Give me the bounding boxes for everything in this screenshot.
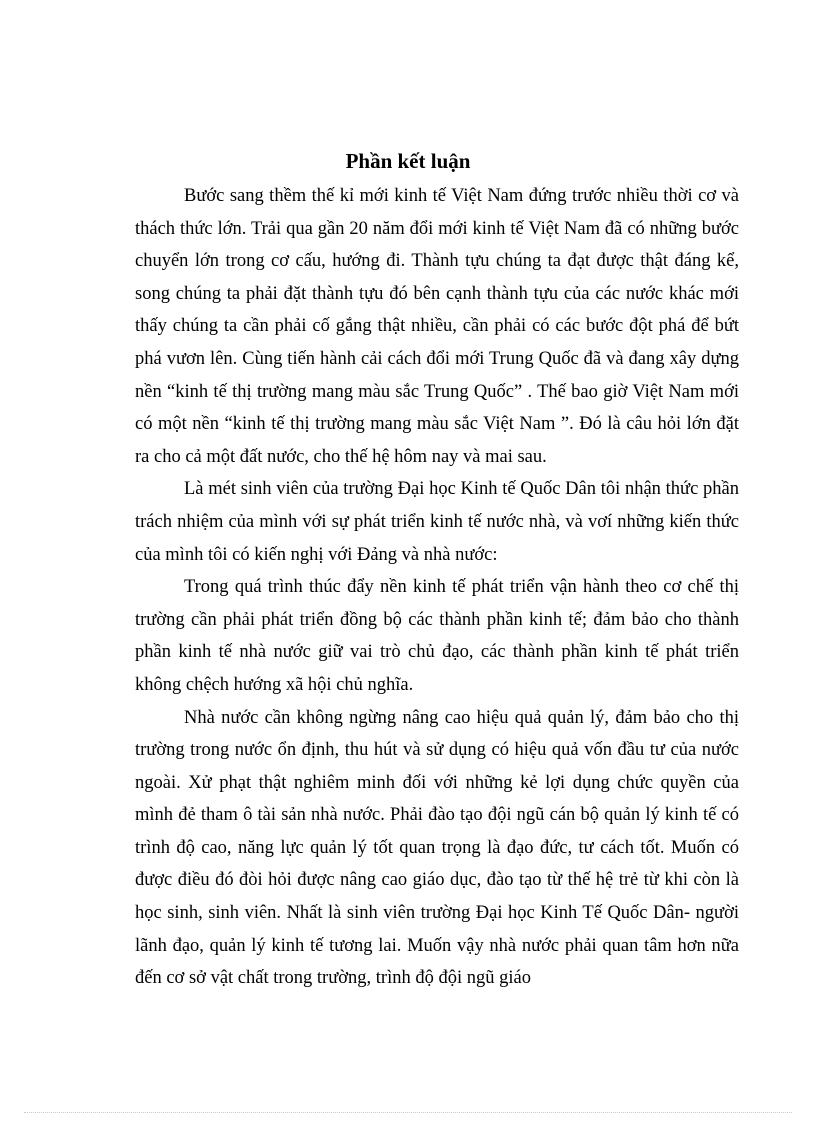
paragraph-economic-sectors: Trong quá trình thúc đẩy nền kinh tế phát triển vận hành theo cơ chế thị trường cần phải phát triển đồng bộ các thành phần kinh tế; đảm bảo cho thành phần kinh tế nhà nước giữ vai trò chủ đạo, các thành phần kinh tế phát triển không chệch hướng xã hội chủ nghĩa. — [135, 577, 739, 695]
paragraph-student-responsibility: Là mét sinh viên của trường Đại học Kinh tế Quốc Dân tôi nhận thức phần trách nhiệm của mình với sự phát triển kinh tế nước nhà, và vơí những kiến thức của mình tôi có kiến nghị với Đảng và nhà nước: — [135, 479, 739, 565]
document-body — [135, 180, 739, 995]
paragraph-intro: Bước sang thềm thế kỉ mới kinh tế Việt Nam đứng trước nhiều thời cơ và thách thức lớn. Trải qua gần 20 năm đổi mới kinh tế Việt Nam đã có những bước chuyển lớn trong cơ cấu, hướng đi. Thành tựu chúng ta đạt được thật đáng kể, song chúng ta phải đặt thành tựu đó bên cạnh thành tựu của các nước khác mới thấy chúng ta cần phải cố gắng thật nhiều, cần phải có các bước đột phá để bứt phá vươn lên. Cùng tiến hành cải cách đổi mới Trung Quốc đã và đang xây dựng nền “kinh tế thị trường mang màu sắc Trung Quốc” . Thế bao giờ Việt Nam mới có một nền “kinh tế thị trường mang màu sắc Việt Nam ”. Đó là câu hỏi lớn đặt ra cho cả một đất nước, cho thế hệ hôm nay và mai sau. — [135, 186, 739, 467]
page-bottom-divider — [24, 1112, 792, 1113]
page-title: Phần kết luận — [345, 149, 471, 173]
paragraph-state-management: Nhà nước cần không ngừng nâng cao hiệu quả quản lý, đảm bảo cho thị trường trong nước ổn định, thu hút và sử dụng có hiệu quả vốn đầu tư của nước ngoài. Xử phạt thật nghiêm minh đối với những kẻ lợi dụng chức quyền của mình đẻ tham ô tài sản nhà nước. Phải đào tạo đội ngũ cán bộ quản lý kinh tế có trình độ cao, năng lực quản lý tốt quan trọng là đạo đức, tư cách tốt. Muốn có được điều đó đòi hỏi được nâng cao giáo dục, đào tạo từ thế hệ trẻ từ khi còn là học sinh, sinh viên. Nhất là sinh viên trường Đại học Kinh Tế Quốc Dân- người lãnh đạo, quản lý kinh tế tương lai. Muốn vậy nhà nước phải quan tâm hơn nữa đến cơ sở vật chất trong trường, trình độ đội ngũ giáo — [135, 707, 739, 989]
